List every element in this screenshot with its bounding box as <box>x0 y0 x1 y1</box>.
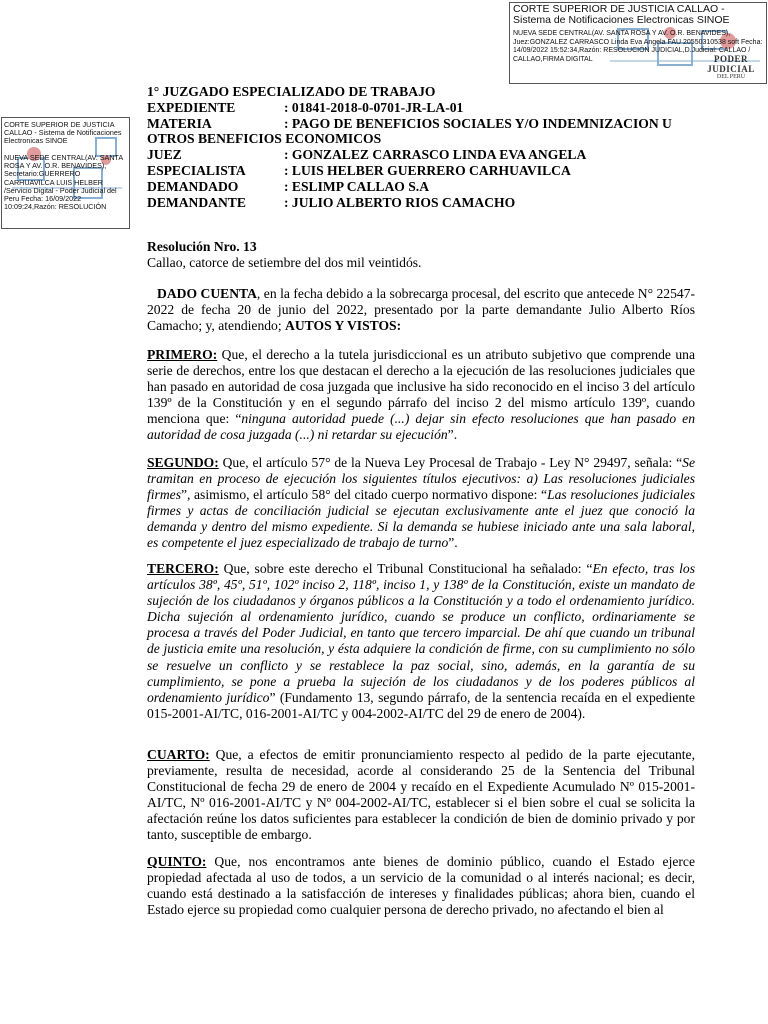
header-row-especialista <box>147 163 695 179</box>
segundo-quote-1: Se tramitan en proceso de ejecución los siguientes títulos ejecutivos: a) Las resoluciones judiciales firmes <box>147 455 695 503</box>
tercero-quote: En efecto, tras los artículos 38º, 45º, 51º, 102º inciso 2, 118º, inciso 1, y 138º de la Constitución, existe un mandato de sujeción de los ciudadanos y órganos públicos a la Constitución y a todo el ordenamiento jurídico. Dicha sujeción al ordenamiento jurídico, cuando se produce un conflicto, ordinariamente se procesa a través del Poder Judicial, en tanto que tercero imparcial. De ahí que cuando un tribunal de justicia emite una resolución, y ésta adquiere la condición de firme, con su cumplimiento no sólo se resuelve un conflicto y se restablece la paz social, sino, además, en la garantía de su cumplimiento, se pone a prueba la sujeción de los ciudadanos y de los poderes públicos al ordenamiento jurídico <box>147 561 695 705</box>
tercero-text: Que, sobre este derecho el Tribunal Constitucional ha señalado: “ <box>218 561 593 576</box>
signature-stamp-judge <box>509 2 767 84</box>
resolution-date: Callao, catorce de setiembre del dos mil veintidós. <box>147 255 422 271</box>
primero-text: Que, el derecho a la tutela jurisdiccional es un atributo subjetivo que comprende una serie de derechos, entre los que destacan el derecho a la ejecución de las resoluciones judiciales que han pasado en autoridad de cosa juzgada que inclusive ha sido reconocido en el inciso 3 del artículo 139º de la Constitución y en el segundo párrafo del inciso 2 del mismo artículo 139º, cuando menciona que: “ <box>147 347 695 427</box>
header-value: : GONZALEZ CARRASCO LINDA EVA ANGELA <box>284 147 587 163</box>
segundo-label: SEGUNDO: <box>147 455 219 470</box>
signature-stamp-secretary <box>1 117 130 229</box>
primero-label: PRIMERO: <box>147 347 218 362</box>
segundo-end: ”. <box>448 535 458 551</box>
primero-end: ”. <box>447 427 458 443</box>
header-value: : 01841-2018-0-0701-JR-LA-01 <box>284 99 464 115</box>
header-value: : JULIO ALBERTO RIOS CAMACHO <box>284 194 516 210</box>
header-value: : ESLIMP CALLAO S.A <box>284 178 430 194</box>
segundo-mid: ”, asimismo, el artículo 58° del citado cuerpo normativo dispone: “ <box>180 487 548 503</box>
court-name: 1° JUZGADO ESPECIALIZADO DE TRABAJO <box>147 84 436 99</box>
resolution-block <box>147 239 695 271</box>
dado-text: , en la fecha debido a la sobrecarga procesal, del escrito que antecede N° 22547-2022 de fecha 20 de junio del 2022, presentado por la parte demandante Julio Alberto Ríos Camacho; y, atendiendo; <box>147 286 695 334</box>
autos-vistos: AUTOS Y VISTOS: <box>285 318 402 334</box>
quinto-text: Que, nos encontramos ante bienes de dominio público, cuando el Estado ejerce propiedad afectada al uso de todos, a un servicio de la comunidad o al interés nacional; es decir, cuando está destinado a la satisfacción de intereses y finalidades públicas; ahora bien, cuando el Estado ejerce su propiedad como cualquier persona de derecho privado, no afectando el bien al <box>147 854 695 918</box>
dado-lead: DADO CUENTA <box>157 286 257 301</box>
header-row-juez <box>147 147 695 163</box>
segundo-text: Que, el artículo 57° de la Nueva Ley Procesal de Trabajo - Ley N° 29497, señala: “ <box>218 455 683 470</box>
primero-quote: ninguna autoridad puede (...) dejar sin efecto resoluciones que han pasado en autoridad de cosa juzgada (...) ni retardar su ejecución <box>147 411 695 443</box>
paragraph-segundo <box>147 455 695 552</box>
header-label: DEMANDADO <box>147 178 239 194</box>
materia-continued: OTROS BENEFICIOS ECONOMICOS <box>147 131 382 147</box>
header-label: MATERIA <box>147 115 212 131</box>
cuarto-label: CUARTO: <box>147 747 210 762</box>
tercero-label: TERCERO: <box>147 561 219 576</box>
paragraph-cuarto <box>147 747 695 844</box>
header-label: JUEZ <box>147 147 182 163</box>
paragraph-dado-cuenta <box>147 286 695 334</box>
quinto-label: QUINTO: <box>147 854 207 869</box>
case-header <box>147 84 695 210</box>
paragraph-tercero <box>147 561 695 722</box>
stamp-details: NUEVA SEDE CENTRAL(AV. SANTA ROSA Y AV. O.R. BENAVIDES), Secretario:GUERRERO CARHUAVILCA LUIS HELBER /Servicio Digital - Poder Judicial del Peru Fecha: 16/09/2022 10:09:24,Razón: RESOLUCIÓN <box>4 153 123 212</box>
header-row-demandado <box>147 179 695 195</box>
header-value: : PAGO DE BENEFICIOS SOCIALES Y/O INDEMNIZACION U <box>284 115 672 131</box>
header-row-demandante <box>147 195 695 211</box>
logo-name: PODER JUDICIAL <box>707 54 755 74</box>
logo-country: DEL PERÚ <box>716 74 746 80</box>
stamp-title: CORTE SUPERIOR DE JUSTICIA CALLAO - Sistema de Notificaciones Electronicas SINOE <box>513 3 730 26</box>
header-label: ESPECIALISTA <box>147 162 246 178</box>
header-label: EXPEDIENTE <box>147 99 236 115</box>
header-label: DEMANDANTE <box>147 194 246 210</box>
header-value: : LUIS HELBER GUERRERO CARHUAVILCA <box>284 162 571 178</box>
paragraph-primero <box>147 347 695 444</box>
stamp-title: CORTE SUPERIOR DE JUSTICIA CALLAO - Sistema de Notificaciones Electronicas SINOE <box>4 120 122 146</box>
poder-judicial-logo <box>700 54 762 80</box>
tercero-end: ” (Fundamento 13, segundo párrafo, de la sentencia recaída en el expediente 015-2001-AI/TC, 016-2001-AI/TC y 004-2002-AI/TC del 29 de enero de 2004). <box>147 689 696 721</box>
resolution-number: Resolución Nro. 13 <box>147 239 257 254</box>
segundo-quote-2: Las resoluciones judiciales firmes y actas de conciliación judicial se ejecutan exclusivamente ante el juez que conoció la demanda y dentro del mismo expediente. Si la demanda se hubiese iniciado ante una sala laboral, es competente el juez especializado de trabajo de turno <box>147 487 695 551</box>
header-row-expediente <box>147 100 695 116</box>
cuarto-text: Que, a efectos de emitir pronunciamiento respecto al pedido de la parte ejecutante, previamente, resulta de necesidad, acorde al considerando 25 de la Sentencia del Tribunal Constitucional de fecha 29 de enero de 2004 y recaído en el Expediente Acumulado Nº 015-2001-AI/TC, Nº 016-2001-AI/TC y Nº 004-2002-AI/TC, establecer si el bien sobre el cual se solicita la afectación reúne los datos suficientes para establecer la condición de bien de dominio privado y por tanto, susceptible de embargo. <box>147 747 695 843</box>
paragraph-quinto <box>147 854 695 918</box>
header-row-materia <box>147 116 695 132</box>
stamp-details: NUEVA SEDE CENTRAL(AV. SANTA ROSA Y AV. O.R. BENAVIDES), Juez:GONZALEZ CARRASCO Linda Eva Angela FAU 20550310538 soft Fecha: 14/09/2022 15:52:34,Razón: RESOLUCIÓN JUDICIAL,D.Judicial: CALLAO / CALLAO,FIRMA DIGITAL <box>513 30 763 63</box>
